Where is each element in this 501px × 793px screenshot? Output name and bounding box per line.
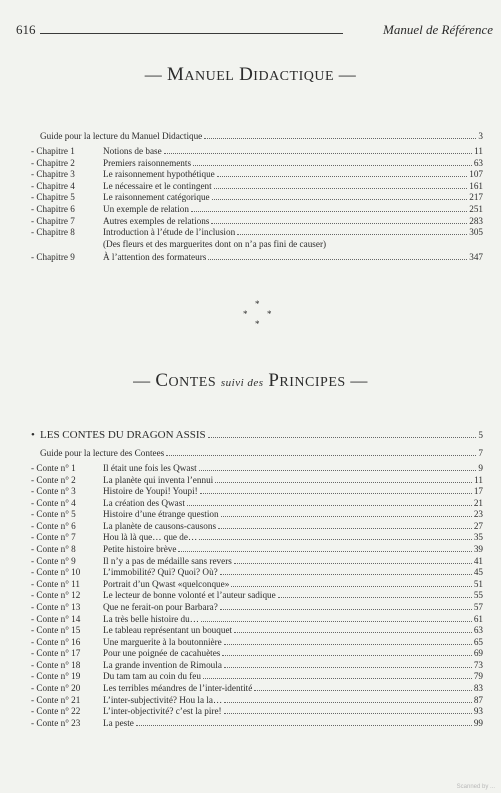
dot-leader (220, 574, 472, 575)
conte-label: - Conte n° 7 (31, 532, 76, 543)
toc-conte-row (0, 566, 501, 578)
toc-chapter-row (0, 191, 501, 203)
conte-label: - Conte n° 10 (31, 567, 81, 578)
chapter-title: Premiers raisonnements (103, 157, 192, 168)
toc-conte-row (0, 717, 501, 729)
chapter-title: Le raisonnement hypothétique (103, 169, 215, 180)
chapter-label: - Chapitre 5 (31, 192, 75, 203)
separator-star: * (243, 309, 248, 319)
conte-label: - Conte n° 8 (31, 544, 76, 555)
dot-leader (187, 505, 472, 506)
toc-conte-row (0, 613, 501, 625)
conte-page: 11 (474, 474, 483, 485)
conte-page: 51 (473, 578, 483, 589)
conte-label: - Conte n° 20 (31, 683, 81, 694)
conte-page: 79 (473, 671, 483, 682)
toc-conte-row (0, 601, 501, 613)
conte-title: Il était une fois les Qwast (103, 463, 197, 473)
dot-leader (224, 667, 472, 668)
conte-page: 73 (473, 659, 483, 670)
conte-title: La grande invention de Rimoula (103, 659, 222, 670)
dot-leader (200, 493, 472, 494)
conte-title: L’inter-objectivité? c’est la pire! (103, 706, 222, 717)
dot-leader (208, 437, 476, 438)
toc-chapter-row (0, 145, 501, 157)
chapter-label: - Chapitre 4 (31, 180, 75, 191)
conte-label: - Conte n° 22 (31, 706, 81, 717)
conte-label: - Conte n° 18 (31, 659, 81, 670)
toc-guide-row (0, 130, 501, 142)
toc-conte-row (0, 659, 501, 671)
toc-chapter-row (0, 215, 501, 227)
conte-title: La peste (103, 717, 134, 728)
toc-conte-row (0, 508, 501, 520)
conte-page: 23 (473, 509, 483, 520)
toc-conte-row (0, 624, 501, 636)
conte-label: - Conte n° 9 (31, 555, 76, 566)
chapter-page: 161 (469, 180, 483, 191)
toc-contes-guide-title: Guide pour la lecture des Contees (40, 448, 165, 458)
conte-title: Pour une poignée de cacahuètes (103, 648, 221, 659)
toc-conte-row (0, 555, 501, 567)
dot-leader (221, 516, 472, 517)
conte-page: 17 (473, 486, 483, 497)
conte-label: - Conte n° 2 (31, 474, 76, 485)
dot-leader (193, 165, 472, 166)
chapter-title: Un exemple de relation (103, 204, 189, 214)
conte-page: 57 (473, 601, 483, 612)
toc-conte-row (0, 682, 501, 694)
chapter-title: Introduction à l’étude de l’inclusion (103, 227, 236, 238)
dot-leader (214, 188, 467, 189)
conte-page: 41 (473, 555, 483, 566)
conte-label: - Conte n° 17 (31, 648, 81, 659)
chapter-label: - Chapitre 1 (31, 146, 75, 156)
toc-contes-guide-row (0, 447, 501, 459)
conte-title: Le tableau représentant un bouquet (103, 625, 233, 636)
separator-star: * (267, 309, 272, 319)
section-title-contes: — CONTES suivi des PRINCIPES — (133, 370, 368, 391)
toc-chapter-row (0, 168, 501, 180)
dot-leader (278, 597, 472, 598)
toc-conte-row (0, 531, 501, 543)
conte-page: 87 (473, 694, 483, 705)
dot-leader (220, 609, 472, 610)
chapter-page: 305 (469, 227, 483, 238)
page-number: 616 (16, 22, 36, 37)
section-title-didactique: — MANUEL DIDACTIQUE — (144, 64, 357, 85)
conte-label: - Conte n° 6 (31, 520, 76, 531)
dot-leader (222, 655, 472, 656)
conte-title: Une marguerite à la boutonnière (103, 636, 222, 647)
dot-leader (166, 455, 476, 456)
dot-leader (217, 176, 467, 177)
conte-title: La planète qui inventa l’ennui (103, 474, 214, 485)
conte-label: - Conte n° 16 (31, 636, 81, 647)
toc-conte-row (0, 497, 501, 509)
dot-leader (231, 586, 472, 587)
dot-leader (212, 199, 467, 200)
dot-leader (164, 153, 472, 154)
dot-leader (203, 678, 472, 679)
conte-label: - Conte n° 4 (31, 497, 76, 508)
chapter-page: 107 (469, 169, 483, 180)
toc-chapter-row (0, 251, 501, 263)
chapter-label: - Chapitre 6 (31, 204, 75, 214)
dot-leader (234, 632, 472, 633)
conte-label: - Conte n° 19 (31, 671, 81, 682)
conte-title: Du tam tam au coin du feu (103, 671, 201, 682)
chapter-page: 347 (469, 252, 483, 263)
conte-title: Histoire de Youpi! Youpi! (103, 486, 198, 497)
chapter-subtitle: (Des fleurs et des marguerites dont on n’a pas fini de causer) (103, 238, 327, 249)
conte-title: L’inter-subjectivité? Hou la la… (103, 694, 223, 705)
conte-label: - Conte n° 14 (31, 613, 81, 624)
toc-conte-row (0, 636, 501, 648)
conte-page: 55 (473, 590, 483, 601)
conte-title: Que ne ferait-on pour Barbara? (103, 601, 218, 612)
conte-page: 61 (473, 613, 483, 624)
dot-leader (224, 713, 472, 714)
dot-leader (218, 528, 472, 529)
watermark: Scanned by ... (456, 784, 495, 790)
conte-label: - Conte n° 12 (31, 590, 81, 601)
conte-page: 35 (473, 532, 483, 543)
dot-leader (208, 259, 467, 260)
dot-leader (136, 725, 472, 726)
dot-leader (191, 211, 467, 212)
toc-conte-row (0, 705, 501, 717)
dot-leader (199, 470, 476, 471)
toc-conte-row (0, 474, 501, 486)
chapter-title: Notions de base (103, 146, 162, 156)
conte-title: Hou là là que… que de… (103, 532, 198, 543)
toc-contes-section-row (0, 429, 501, 441)
chapter-label: - Chapitre 2 (31, 157, 75, 168)
conte-page: 27 (473, 520, 483, 531)
conte-label: - Conte n° 11 (31, 578, 81, 589)
dot-leader (224, 702, 472, 703)
contes-section-title: LES CONTES DU DRAGON ASSIS (40, 429, 206, 441)
toc-conte-row (0, 589, 501, 601)
toc-chapter-row (0, 157, 501, 169)
conte-label: - Conte n° 5 (31, 509, 76, 520)
conte-page: 99 (473, 717, 483, 728)
conte-page: 65 (473, 636, 483, 647)
conte-page: 45 (473, 567, 483, 578)
conte-title: L’immobilité? Qui? Quoi? Où? (103, 567, 218, 578)
conte-page: 83 (473, 683, 483, 694)
dot-leader (254, 690, 472, 691)
conte-label: - Conte n° 13 (31, 601, 81, 612)
toc-contes-guide-page: 7 (478, 448, 483, 458)
toc-chapter-subtitle-row (0, 238, 501, 250)
conte-page: 93 (473, 706, 483, 717)
conte-title: Histoire d’une étrange question (103, 509, 219, 520)
chapter-page: 63 (473, 157, 483, 168)
toc-conte-row (0, 647, 501, 659)
toc-conte-row (0, 670, 501, 682)
conte-label: - Conte n° 15 (31, 625, 81, 636)
conte-label: - Conte n° 21 (31, 694, 81, 705)
chapter-page: 251 (469, 204, 483, 214)
toc-chapter-row (0, 203, 501, 215)
running-title: Manuel de Référence (383, 22, 493, 37)
conte-title: Le lecteur de bonne volonté et l’auteur sadique (103, 590, 276, 601)
dot-leader (204, 138, 476, 139)
dot-leader (237, 234, 467, 235)
chapter-page: 11 (474, 146, 483, 156)
toc-guide-title: Guide pour la lecture du Manuel Didactique (40, 131, 203, 141)
chapter-page: 217 (469, 192, 483, 203)
separator-star: * (255, 319, 260, 329)
chapter-label: - Chapitre 7 (31, 215, 75, 226)
conte-title: Petite histoire brève (103, 544, 177, 555)
conte-page: 63 (473, 625, 483, 636)
chapter-title: À l’attention des formateurs (103, 252, 207, 263)
conte-title: La planète de causons-causons (103, 520, 217, 531)
toc-conte-row (0, 462, 501, 474)
conte-page: 9 (478, 463, 483, 473)
dot-leader (215, 482, 472, 483)
toc-conte-row (0, 578, 501, 590)
dot-leader (201, 621, 472, 622)
conte-title: Il n’y a pas de médaille sans revers (103, 555, 232, 566)
conte-page: 69 (473, 648, 483, 659)
conte-title: La création des Qwast (103, 497, 185, 508)
chapter-label: - Chapitre 9 (31, 252, 75, 263)
running-header (16, 22, 493, 38)
toc-conte-row (0, 485, 501, 497)
conte-title: Les terribles méandres de l’inter-identité (103, 683, 253, 694)
conte-label: - Conte n° 23 (31, 717, 81, 728)
contes-bullet: • (31, 429, 35, 441)
dot-leader (234, 563, 472, 564)
chapter-title: Le raisonnement catégorique (103, 192, 210, 203)
chapter-label: - Chapitre 8 (31, 227, 75, 238)
dot-leader (211, 223, 467, 224)
toc-guide-page: 3 (478, 131, 483, 141)
chapter-title: Le nécessaire et le contingent (103, 180, 212, 191)
conte-label: - Conte n° 3 (31, 486, 76, 497)
dot-leader (224, 644, 472, 645)
toc-conte-row (0, 543, 501, 555)
chapter-title: Autres exemples de relations (103, 215, 210, 226)
contes-section-page: 5 (478, 430, 483, 440)
conte-title: La très belle histoire du… (103, 613, 199, 624)
chapter-label: - Chapitre 3 (31, 169, 75, 180)
toc-chapter-row (0, 180, 501, 192)
toc-chapter-row (0, 226, 501, 238)
conte-page: 39 (473, 544, 483, 555)
conte-page: 21 (473, 497, 483, 508)
toc-conte-row (0, 520, 501, 532)
dot-leader (178, 551, 472, 552)
toc-conte-row (0, 694, 501, 706)
dot-leader (199, 539, 472, 540)
conte-label: - Conte n° 1 (31, 463, 76, 473)
header-rule (40, 33, 343, 34)
separator-star: * (255, 299, 260, 309)
chapter-page: 283 (469, 215, 483, 226)
conte-title: Portrait d’un Qwast «quelconque» (103, 578, 230, 589)
